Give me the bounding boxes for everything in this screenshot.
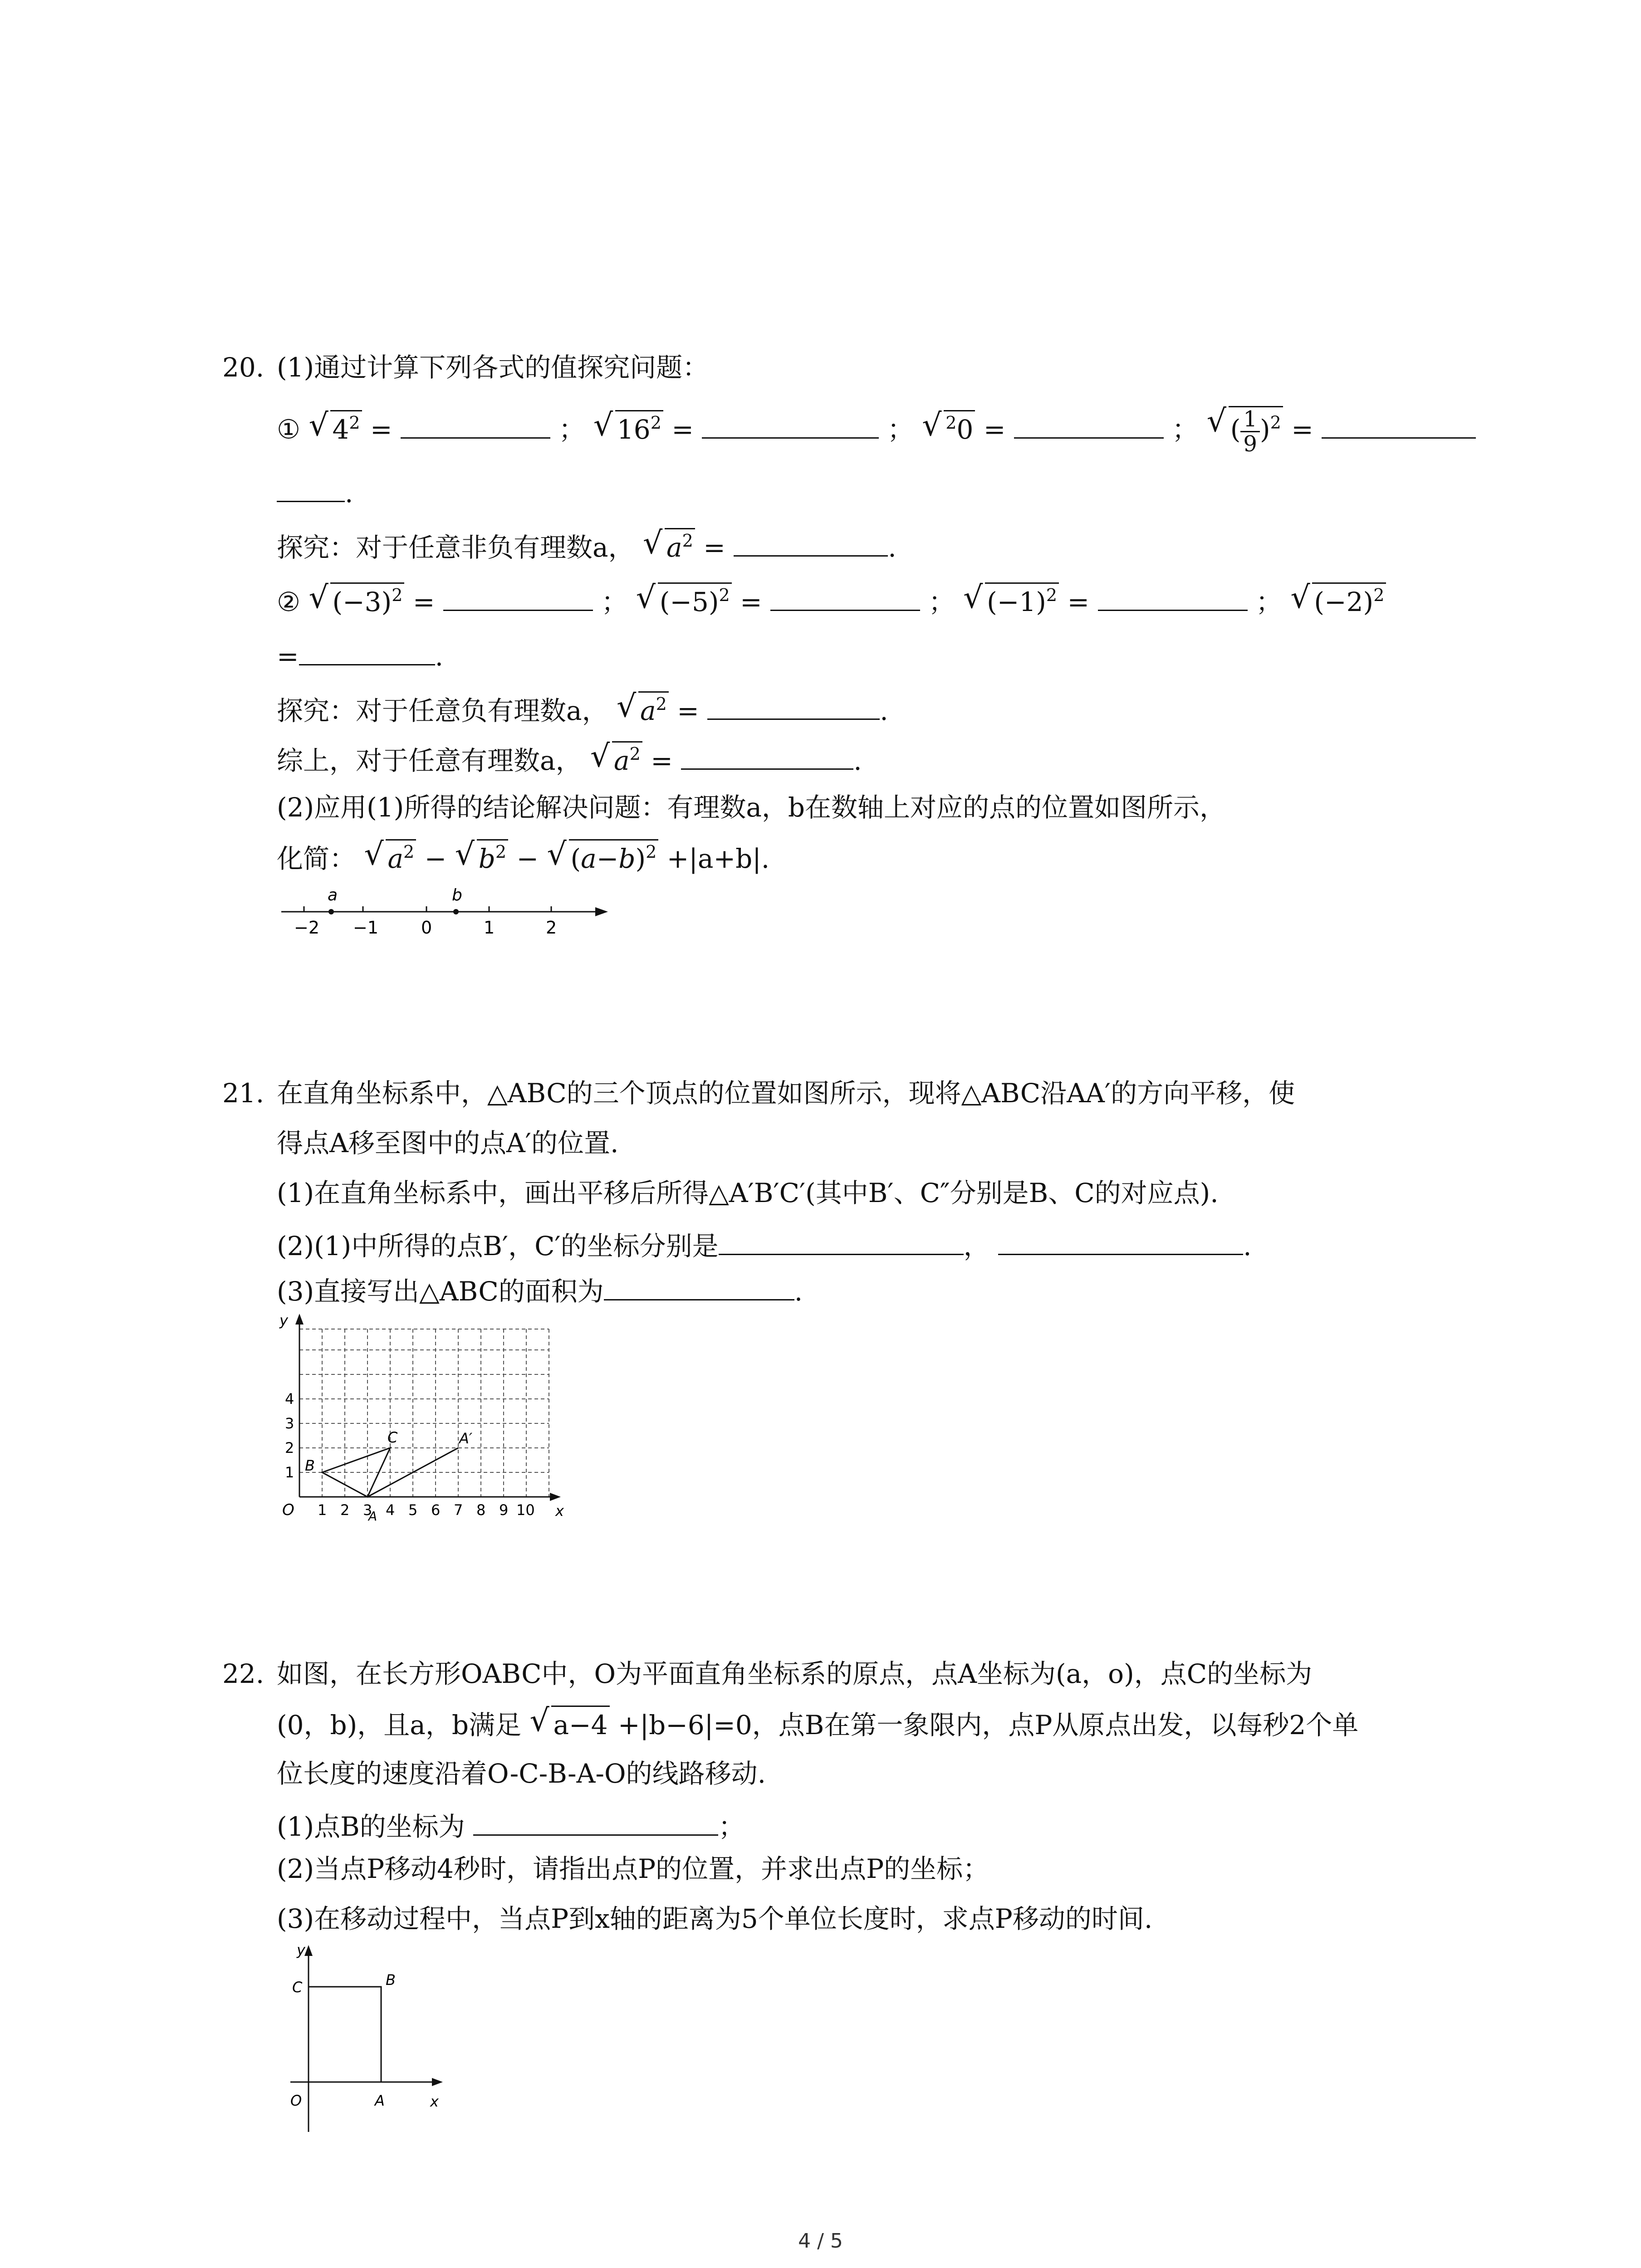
answer-blank[interactable] (277, 472, 345, 502)
svg-text:4: 4 (285, 1390, 294, 1408)
q20-part1-intro: (1)通过计算下列各式的值探究问题： (277, 352, 709, 383)
q20-row1: ① √ $4^2$ = ； √ $16^2$ = ； √ $^2$0 = ； √ ( $\frac{1}{9}$ )$^2$ = (277, 406, 1476, 456)
y-axis-label: y (297, 1941, 305, 1959)
arrow-right-icon (432, 2078, 443, 2086)
svg-text:3: 3 (285, 1415, 294, 1432)
sqrt-a-minus-4: √ a−4 (529, 1706, 609, 1743)
arrow-up-icon (304, 1945, 313, 1956)
q22-number: 22. (222, 1658, 265, 1689)
tick-label: 0 (421, 918, 432, 938)
sqrt-4-squared: √ $4^2$ (309, 410, 362, 448)
origin-label: O (290, 2092, 302, 2109)
q22-line3: 位长度的速度沿着O-C-B-A-O的线路移动. (277, 1758, 766, 1789)
q21-line5: (3)直接写出△ABC的面积为 . (277, 1270, 803, 1310)
answer-blank[interactable] (702, 408, 879, 439)
q22-line5: (2)当点P移动4秒时，请指出点P的位置，并求出点P的坐标； (277, 1853, 989, 1884)
answer-blank[interactable] (401, 408, 550, 439)
svg-text:1: 1 (318, 1501, 327, 1519)
sqrt-a-squared: √ $a^2$ (590, 741, 642, 779)
arrow-right-icon (595, 907, 608, 916)
label-b: b (452, 886, 462, 904)
q20-number: 20. (222, 352, 265, 383)
y-axis-label: y (279, 1312, 288, 1329)
q20-explore-negative: 探究：对于任意负有理数a， √ $a^2$ = . (277, 689, 888, 729)
x-axis-label: x (430, 2093, 439, 2110)
svg-text:8: 8 (476, 1501, 486, 1519)
sqrt-neg2-squared: √ $(-2)^2$ (1290, 582, 1386, 620)
tick-label: 2 (546, 918, 557, 938)
q21-line2: 得点A移至图中的点A′的位置. (277, 1128, 619, 1158)
svg-text:6: 6 (431, 1501, 441, 1519)
answer-blank[interactable] (770, 581, 920, 611)
answer-blank[interactable] (719, 1225, 964, 1255)
svg-text:2: 2 (285, 1439, 294, 1457)
label-a: a (328, 886, 338, 904)
sqrt-neg1-squared: √ $(-1)^2$ (963, 582, 1059, 620)
point-b (453, 909, 459, 914)
arrow-right-icon (550, 1493, 561, 1501)
answer-blank[interactable] (604, 1270, 794, 1300)
point-label-b: B (305, 1457, 315, 1474)
tick-label: −2 (294, 918, 320, 938)
tick-label: 1 (484, 918, 495, 938)
q20-row1-continued: . (277, 472, 353, 511)
circled-number-2: ② (277, 587, 300, 617)
x-axis-label: x (555, 1502, 564, 1520)
y-tick-labels (285, 1390, 294, 1481)
svg-text:7: 7 (454, 1501, 463, 1519)
svg-text:4: 4 (386, 1501, 395, 1519)
q20-part2-intro: (2)应用(1)所得的结论解决问题：有理数a，b在数轴上对应的点的位置如图所示， (277, 792, 1226, 823)
sqrt-neg3-squared: √ $(-3)^2$ (309, 582, 404, 620)
svg-text:2: 2 (340, 1501, 350, 1519)
q22-line2: (0，b)，且a，b满足 √ a−4 +|b−6|=0，点B在第一象限内，点P从原点出发，以每秒2个单 (277, 1706, 1358, 1743)
sqrt-one-ninth-squared: √ ( $\frac{1}{9}$ )$^2$ (1207, 406, 1283, 456)
coordinate-grid-figure (272, 1311, 563, 1529)
point-label-b: B (386, 1971, 396, 1989)
point-label-a: A (375, 2092, 385, 2109)
q20-summary: 综上，对于任意有理数a， √ $a^2$ = . (277, 739, 862, 779)
answer-blank[interactable] (681, 739, 853, 770)
answer-blank[interactable] (707, 689, 880, 720)
q21-line4: (2)(1)中所得的点B′，C′的坐标分别是 ， . (277, 1225, 1252, 1264)
answer-blank[interactable] (1014, 408, 1164, 439)
point-label-a-prime: A′ (459, 1430, 473, 1447)
point-label-a: A (368, 1509, 377, 1524)
answer-blank[interactable] (998, 1225, 1243, 1255)
svg-text:9: 9 (499, 1501, 509, 1519)
q22-line6: (3)在移动过程中，当点P到x轴的距离为5个单位长度时，求点P移动的时间. (277, 1903, 1153, 1934)
answer-blank[interactable] (1322, 408, 1476, 439)
answer-blank[interactable] (299, 635, 435, 665)
tick-label: −1 (353, 918, 379, 938)
sqrt-a-squared: √ $a^2$ (617, 691, 669, 729)
point-label-c: C (387, 1429, 398, 1446)
sqrt-16-squared: √ $16^2$ (593, 410, 663, 448)
svg-text:3: 3 (363, 1501, 372, 1519)
x-tick-labels (318, 1501, 535, 1519)
q20-row2: ② √ $(-3)^2$ = ； √ $(-5)^2$ = ； √ $(-1)^2$ = ； √ $(-2)^2$ (277, 581, 1386, 620)
sqrt-b-squared: √ $b^2$ (455, 839, 508, 877)
q20-explore-nonnegative: 探究：对于任意非负有理数a， √ $a^2$ = . (277, 526, 896, 566)
svg-text:1: 1 (285, 1464, 294, 1481)
sqrt-20: √ $^2$0 (922, 410, 975, 448)
svg-text:10: 10 (516, 1501, 535, 1519)
point-a (328, 909, 334, 914)
answer-blank[interactable] (473, 1805, 718, 1836)
arrow-up-icon (295, 1314, 304, 1325)
svg-text:5: 5 (408, 1501, 418, 1519)
circled-number-1: ① (277, 414, 300, 445)
grid-lines (299, 1329, 549, 1497)
answer-blank[interactable] (1098, 581, 1248, 611)
answer-blank[interactable] (734, 526, 888, 557)
page-number: 4 / 5 (798, 2229, 843, 2253)
origin-label: O (282, 1501, 294, 1519)
number-line-figure (272, 880, 617, 948)
q20-simplify: 化简： √ $a^2$ − √ $b^2$ − √ $(a-b)^2 +|a+b|$. (277, 839, 769, 877)
q22-line1: 如图，在长方形OABC中，O为平面直角坐标系的原点，点A坐标为(a，o)，点C的坐标为 (277, 1658, 1313, 1689)
q21-number: 21. (222, 1078, 265, 1109)
q22-line4: (1)点B的坐标为 ； (277, 1805, 745, 1845)
rectangle-oabc-figure (272, 1941, 463, 2136)
sqrt-a-squared: √ $a^2$ (643, 528, 695, 566)
sqrt-neg5-squared: √ $(-5)^2$ (636, 582, 732, 620)
q21-line3: (1)在直角坐标系中，画出平移后所得△A′B′C′(其中B′、C″分别是B、C的对应点). (277, 1178, 1219, 1208)
q21-line1: 在直角坐标系中，△ABC的三个顶点的位置如图所示，现将△ABC沿AA′的方向平移，使 (277, 1078, 1295, 1109)
sqrt-a-squared: √ $a^2$ (364, 839, 416, 877)
point-label-c: C (292, 1979, 303, 1996)
answer-blank[interactable] (443, 581, 593, 611)
number-line-ticks (304, 906, 551, 912)
sqrt-a-minus-b-squared: √ $(a-b)^2$ (547, 839, 659, 877)
rectangle-edges (309, 1987, 381, 2082)
q20-row2-continued: = . (277, 635, 443, 675)
